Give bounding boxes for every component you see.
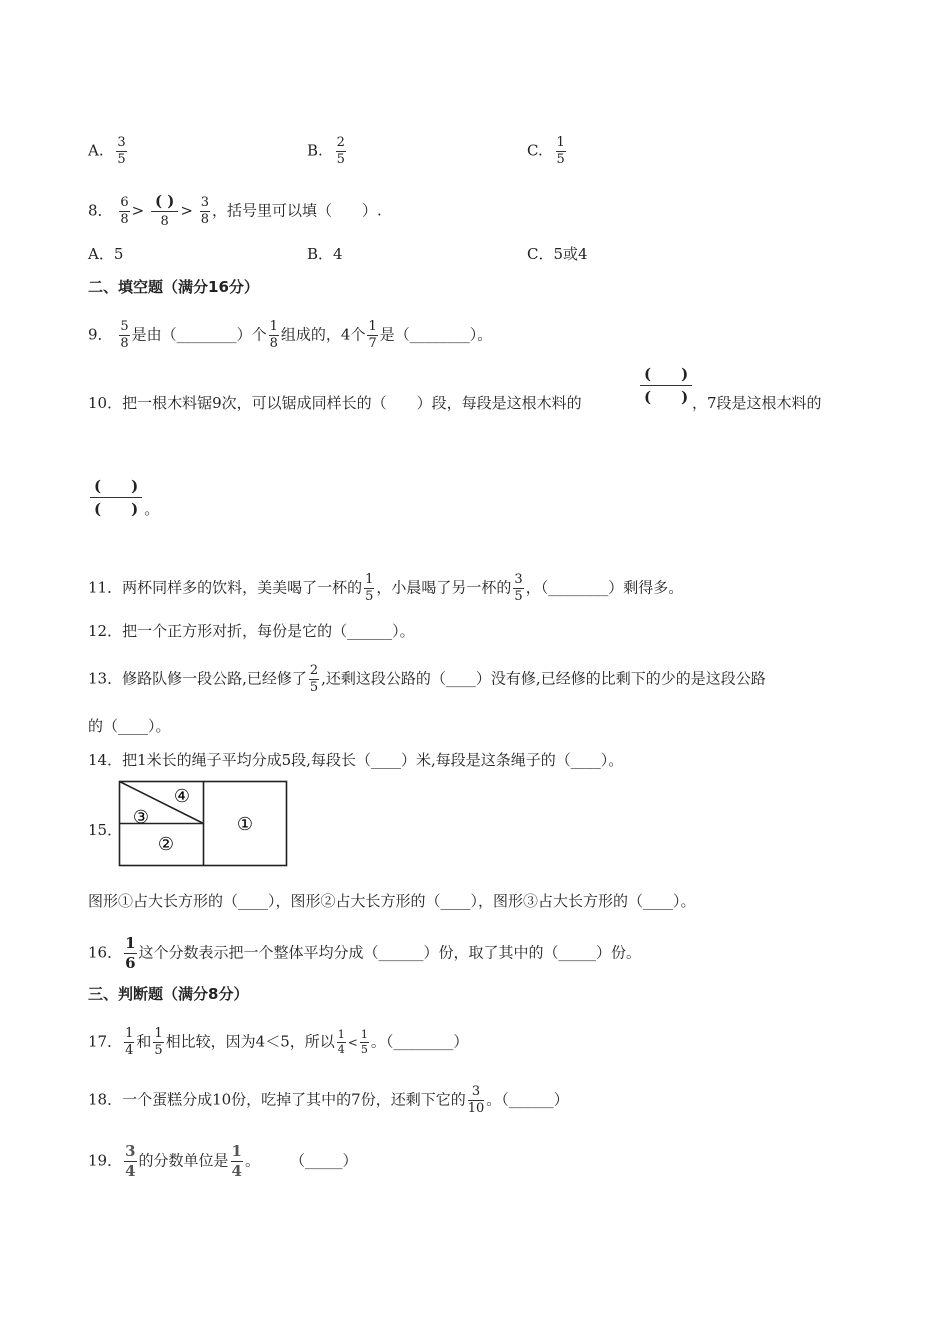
question-12: 12．把一个正方形对折，每份是它的（______）。 [88,622,415,640]
q7-option-a: A. $\frac{3}{5}$ [88,135,126,167]
label-4: ④ [173,786,191,807]
question-15-text: 图形①占大长方形的（____），图形②占大长方形的（____），图形③占大长方形的（____）。 [88,892,696,910]
fraction: $\frac{3}{5}$ [117,135,126,167]
q10-paren-fraction-1: $\frac{( )}{( )}$ [638,366,694,406]
q8-option-a: A．5 [88,245,124,263]
label-2: ② [157,834,175,855]
q10-paren-fraction-2: $\frac{( )}{( )}$ 。 [88,478,159,519]
q7-option-c: C. $\frac{1}{5}$ [527,135,565,167]
question-16: 16． $\frac{1}{6}$ 这个分数表示把一个整体平均分成（______）份，取了其中的（_____）份。 [88,934,642,972]
question-17: 17． $\frac{1}{4}$ 和 $\frac{1}{5}$ 相比较，因为4＜5，所以 $\frac{1}{4}$ < $\frac{1}{5}$ 。（________） [88,1026,469,1058]
fraction: $\frac{1}{4}$ [125,1026,134,1058]
label-1: ① [236,814,254,835]
section-3-title: 三、判断题（满分8分） [88,985,249,1003]
fraction: $\frac{1}{5}$ [556,135,565,167]
q7-option-b: B. $\frac{2}{5}$ [307,135,345,167]
question-18: 18．一个蛋糕分成10份，吃掉了其中的7份，还剩下它的 $\frac{3}{10}$ 。（______） [88,1084,569,1116]
fraction: $\frac{1}{5}$ [365,572,374,604]
fraction: $\frac{1}{4}$ [337,1028,345,1056]
question-15-number: 15． [88,821,123,839]
fraction: $\frac{1}{4}$ [231,1142,242,1180]
fraction: $\frac{1}{5}$ [360,1028,368,1056]
question-8: 8． $\frac{6}{8}$ > $\frac{( )}{8}$ > $\frac{3}{8}$ ，括号里可以填（ ）. [88,192,382,229]
section-2-title: 二、填空题（满分16分） [88,278,259,296]
question-13: 13．修路队修一段公路,已经修了 $\frac{2}{5}$ ,还剩这段公路的（____）没有修,已经修的比剩下的少的是这段公路 [88,663,766,695]
question-19: 19． $\frac{3}{4}$ 的分数单位是 $\frac{1}{4}$ 。 （_____） [88,1142,358,1180]
fraction: $\frac{1}{5}$ [154,1026,163,1058]
fraction: $\frac{3}{10}$ [467,1084,485,1116]
fraction: $\frac{6}{8}$ [120,195,129,227]
fraction: $\frac{5}{8}$ [120,319,129,351]
fraction: $\frac{3}{5}$ [514,572,523,604]
fraction: $\frac{3}{4}$ [125,1142,136,1180]
fraction: $\frac{2}{5}$ [309,663,319,695]
fraction: $\frac{1}{6}$ [125,934,136,972]
question-9: 9． $\frac{5}{8}$ 是由（________）个 $\frac{1}{8}$ 组成的，4个 $\frac{1}{7}$ 是（________）。 [88,319,493,351]
question-13-cont: 的（____）。 [88,717,171,735]
label-3: ③ [132,807,150,828]
question-10: 10．把一根木料锯9次，可以锯成同样长的（ ）段，每段是这根木料的 [88,394,582,412]
fraction: $\frac{1}{7}$ [368,319,377,351]
q8-option-b: B．4 [307,245,343,263]
q8-option-c: C．5或4 [527,245,588,263]
question-11: 11．两杯同样多的饮料，美美喝了一杯的 $\frac{1}{5}$ ，小晨喝了另一杯的 $\frac{3}{5}$ ，（________）剩得多。 [88,572,684,604]
fraction: $\frac{2}{5}$ [336,135,345,167]
fraction: $\frac{3}{8}$ [200,195,210,227]
question-14: 14．把1米长的绳子平均分成5段,每段长（____）米,每段是这条绳子的（____）。 [88,751,624,769]
rectangle-figure [118,780,288,870]
q10-text-2: ，7段是这根木料的 [692,394,822,412]
fraction: $\frac{1}{8}$ [269,319,278,351]
fraction-blank: $\frac{( )}{8}$ [151,193,178,230]
